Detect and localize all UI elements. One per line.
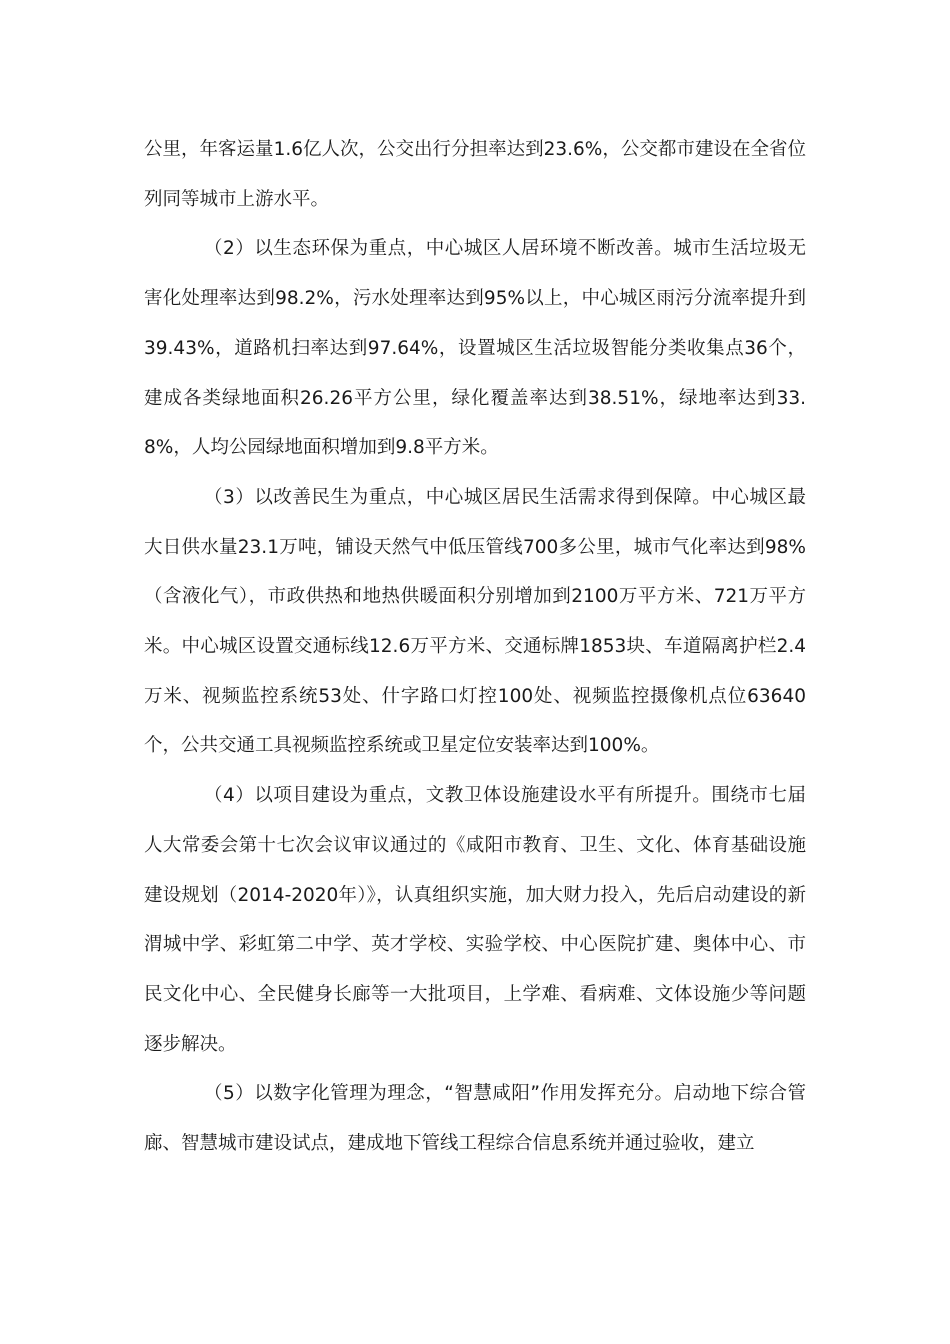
paragraph-2: （2）以生态环保为重点，中心城区人居环境不断改善。城市生活垃圾无害化处理率达到98.2%，污水处理率达到95%以上，中心城区雨污分流率提升到39.43%，道路机扫率达到97.64%，设置城区生活垃圾智能分类收集点36个，建成各类绿地面积26.26平方公里，绿化覆盖率达到38.51%，绿地率达到33.8%，人均公园绿地面积增加到9.8平方米。 [144,238,806,459]
paragraph-3: （3）以改善民生为重点，中心城区居民生活需求得到保障。中心城区最大日供水量23.1万吨，铺设天然气中低压管线700多公里，城市气化率达到98%（含液化气），市政供热和地热供暖面积分别增加到2100万平方米、721万平方米。中心城区设置交通标线12.6万平方米、交通标牌1853块、车道隔离护栏2.4万米、视频监控系统53处、什字路口灯控100处、视频监控摄像机点位63640个，公共交通工具视频监控系统或卫星定位安装率达到100%。 [144,486,806,757]
document-body [144,125,806,1169]
paragraph-1: 公里，年客运量1.6亿人次，公交出行分担率达到23.6%，公交都市建设在全省位列同等城市上游水平。 [144,139,806,210]
paragraph-5: （5）以数字化管理为理念，“智慧咸阳”作用发挥充分。启动地下综合管廊、智慧城市建设试点，建成地下管线工程综合信息系统并通过验收，建立 [144,1083,806,1155]
paragraph-4: （4）以项目建设为重点，文教卫体设施建设水平有所提升。围绕市七届人大常委会第十七次会议审议通过的《咸阳市教育、卫生、文化、体育基础设施建设规划（2014-2020年）》，认真组织实施，加大财力投入，先后启动建设的新渭城中学、彩虹第二中学、英才学校、实验学校、中心医院扩建、奥体中心、市民文化中心、全民健身长廊等一大批项目，上学难、看病难、文体设施少等问题逐步解决。 [144,785,806,1055]
